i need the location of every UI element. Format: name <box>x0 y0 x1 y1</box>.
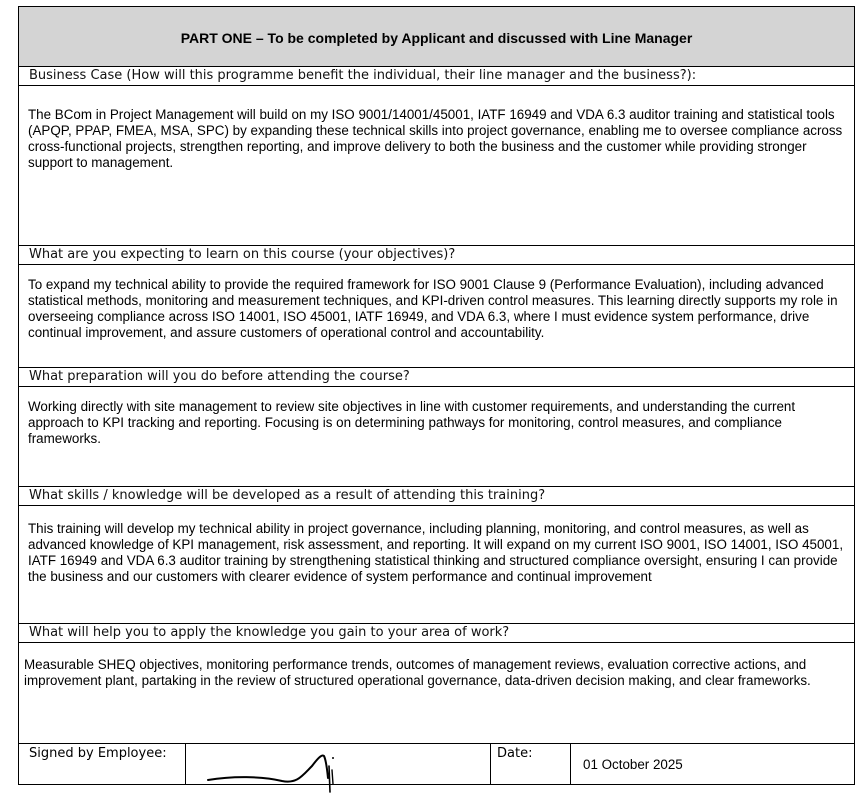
form-header <box>19 7 854 67</box>
signed-by-label: Signed by Employee: <box>19 744 186 784</box>
signature-row <box>19 744 854 784</box>
apply-knowledge-answer[interactable]: Measurable SHEQ objectives, monitoring performance trends, outcomes of management reviews, evaluation corrective actions, and improvement plant, partaking in the review of structured operational governance, data-driven decision making, and clear frameworks. <box>19 643 854 744</box>
objectives-question: What are you expecting to learn on this course (your objectives)? <box>19 246 854 265</box>
date-label: Date: <box>491 744 571 784</box>
business-case-question: Business Case (How will this programme benefit the individual, their line manager and the business?): <box>19 67 854 86</box>
date-value[interactable]: 01 October 2025 <box>583 757 683 772</box>
signature-field[interactable] <box>186 744 491 784</box>
objectives-answer[interactable]: To expand my technical ability to provide the required framework for ISO 9001 Clause 9 (Performance Evaluation), including advanced statistical methods, monitoring and measurement techniques, and KPI-driven control measures. This learning directly supports my role in overseeing compliance across ISO 14001, ISO 45001, IATF 16949, and VDA 6.3, where I must evidence system performance, drive continual improvement, and assure customers of operational control and accountability. <box>19 265 854 368</box>
application-form <box>18 6 855 785</box>
form-title: PART ONE – To be completed by Applicant and discussed with Line Manager <box>180 29 693 46</box>
apply-knowledge-question: What will help you to apply the knowledge you gain to your area of work? <box>19 624 854 643</box>
business-case-answer[interactable]: The BCom in Project Management will build on my ISO 9001/14001/45001, IATF 16949 and VDA 6.3 auditor training and statistical tools (APQP, PPAP, FMEA, MSA, SPC) by expanding these technical skills into project governance, enabling me to oversee compliance across cross-functional projects, strengthen reporting, and improve delivery to both the business and the customer while providing stronger support to management. <box>19 86 854 246</box>
preparation-answer[interactable]: Working directly with site management to review site objectives in line with customer requirements, and understanding the current approach to KPI tracking and reporting. Focusing is on determining pathways for monitoring, control measures, and compliance frameworks. <box>19 387 854 487</box>
preparation-question: What preparation will you do before attending the course? <box>19 368 854 387</box>
skills-answer[interactable]: This training will develop my technical ability in project governance, including planning, monitoring, and control measures, as well as advanced knowledge of KPI management, risk assessment, and reporting. It will expand on my current ISO 9001, ISO 14001, ISO 45001, IATF 16949 and VDA 6.3 auditor training by strengthening statistical thinking and structured compliance oversight, ensuring I can provide the business and our customers with clearer evidence of system performance and continual improvement <box>19 506 854 624</box>
skills-question: What skills / knowledge will be developed as a result of attending this training? <box>19 487 854 506</box>
handwritten-signature <box>202 746 362 796</box>
